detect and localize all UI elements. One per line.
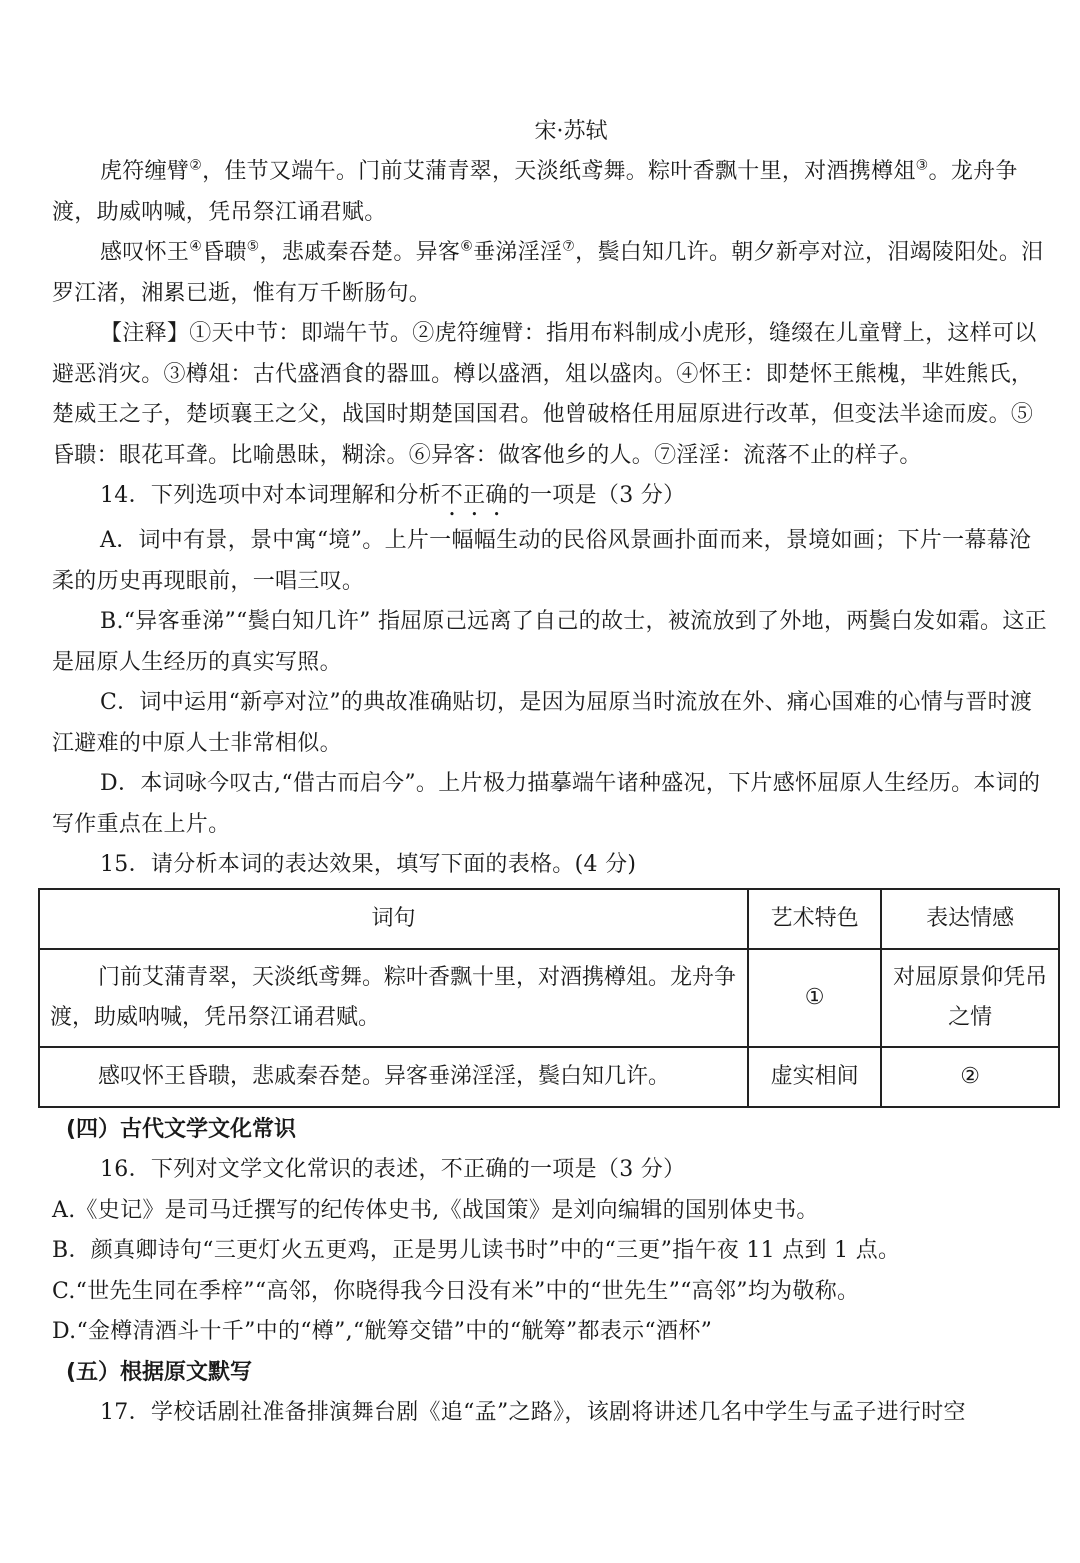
poem-stanza-2: 感叹怀王④昏聩⑤，悲戚秦吞楚。异客⑥垂涕淫淫⑦，鬓白知几许。朝夕新亭对泣，泪竭陵阳处。汨罗江渚，湘累已逝，惟有万千断肠句。 <box>52 238 1044 306</box>
question-14-option-b: B.“异客垂涕”“鬓白知几许” 指屈原己远离了自己的故士，被流放到了外地，两鬓白发如霜。这正是屈原人生经历的真实写照。 <box>52 609 1047 675</box>
footnote-marker: ⑤ <box>246 238 260 255</box>
footnote-marker: ③ <box>915 157 929 174</box>
section-5-heading: (五）根据原文默写 <box>66 1359 253 1385</box>
table-header: 表达情感 <box>881 889 1059 949</box>
poem-notes: 【注释】①天中节：即端午节。②虎符缠臂：指用布料制成小虎形，缝缀在儿童臂上，这样可以避恶消灾。③樽俎：古代盛酒食的器皿。樽以盛酒，俎以盛肉。④怀王：即楚怀王熊槐，芈姓熊氏，楚威王之子，楚顷襄王之父，战国时期楚国国君。他曾破格任用屈原进行改革，但变法半途而废。⑤昏聩：眼花耳聋。比喻愚昧，糊涂。⑥异客：做客他乡的人。⑦淫淫：流落不止的样子。 <box>52 321 1037 468</box>
table-cell-phrase: 感叹怀王昏聩，悲戚秦吞楚。异客垂涕淫淫，鬓白知几许。 <box>39 1047 748 1107</box>
question-14-stem: 14．下列选项中对本词理解和分析不正确的一项是（3 分） <box>100 483 686 508</box>
table-header: 艺术特色 <box>748 889 881 949</box>
footnote-marker: ④ <box>189 238 203 255</box>
table-header-row <box>39 889 1059 949</box>
question-16-option-b: B．颜真卿诗句“三更灯火五更鸡，正是男儿读书时”中的“三更”指午夜 11 点到 1 点。 <box>52 1238 901 1263</box>
question-14-option-a: A．词中有景，景中寓“境”。上片一幅幅生动的民俗风景画扑面而来，景境如画；下片一幕幕沧柔的历史再现眼前，一唱三叹。 <box>52 528 1032 594</box>
table-header: 词句 <box>39 889 748 949</box>
table-cell-blank[interactable]: ② <box>881 1047 1059 1107</box>
question-14-option-c: C．词中运用“新亭对泣”的典故准确贴切，是因为屈原当时流放在外、痛心国难的心情与晋时渡江避难的中原人士非常相似。 <box>52 690 1033 756</box>
analysis-table <box>38 888 1060 1108</box>
question-17-stem: 17．学校话剧社准备排演舞台剧《追“孟”之路》，该剧将讲述几名中学生与孟子进行时空 <box>100 1400 966 1425</box>
table-cell-blank[interactable]: ① <box>748 949 881 1047</box>
question-15-stem: 15．请分析本词的表达效果，填写下面的表格。(4 分) <box>100 852 637 877</box>
table-cell-phrase: 门前艾蒲青翠，天淡纸鸢舞。粽叶香飘十里，对酒携樽俎。龙舟争渡，助威呐喊，凭吊祭江诵君赋。 <box>39 949 748 1047</box>
table-row <box>39 949 1059 1047</box>
section-4-heading: (四）古代文学文化常识 <box>66 1116 297 1142</box>
footnote-marker: ② <box>189 157 203 174</box>
question-16-option-a: A.《史记》是司马迁撰写的纪传体史书,《战国策》是刘向编辑的国别体史书。 <box>52 1197 819 1223</box>
table-cell-emotion: 对屈原景仰凭吊之情 <box>881 949 1059 1047</box>
question-14-option-d: D．本词咏今叹古,“借古而启今”。上片极力描摹端午诸种盛况，下片感怀屈原人生经历。本词的写作重点在上片。 <box>52 771 1041 837</box>
table-row <box>39 1047 1059 1107</box>
question-16-option-c: C.“世先生同在季梓”“高邻，你晓得我今日没有米”中的“世先生”“高邻”均为敬称。 <box>52 1278 860 1304</box>
poem-author: 宋·苏轼 <box>534 119 608 144</box>
question-16-option-d: D.“金樽清酒斗十千”中的“樽”,“觥筹交错”中的“觥筹”都表示“酒杯” <box>52 1319 713 1344</box>
poem-stanza-1: 虎符缠臂②，佳节又端午。门前艾蒲青翠，天淡纸鸢舞。粽叶香飘十里，对酒携樽俎③。龙舟争渡，助威呐喊，凭吊祭江诵君赋。 <box>52 157 1018 225</box>
footnote-marker: ⑦ <box>562 238 576 255</box>
question-16-stem: 16．下列对文学文化常识的表述，不正确的一项是（3 分） <box>100 1157 686 1182</box>
footnote-marker: ⑥ <box>460 238 474 255</box>
table-cell-feature: 虚实相间 <box>748 1047 881 1107</box>
emphasized-text: 不正确 <box>440 483 508 508</box>
